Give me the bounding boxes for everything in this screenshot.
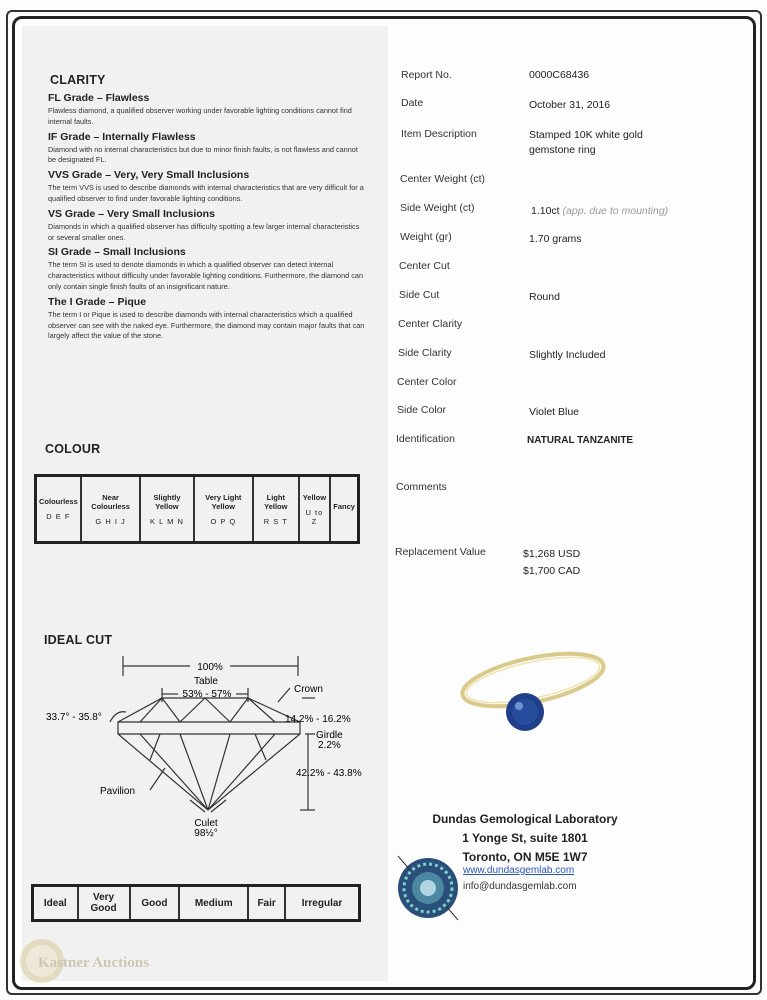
clarity-section — [48, 92, 366, 342]
grade-heading: The I Grade – Pique — [48, 295, 147, 308]
lab-address-line2: Toronto, ON M5E 1W7 — [462, 850, 588, 864]
label-report-no: Report No. — [401, 69, 452, 81]
grade-text: Diamond with no internal characteristics but due to minor finish faults, is not flawless and cannot be designated FL. — [48, 144, 358, 165]
cut-grade-cell: Fair — [248, 886, 285, 921]
label-center-weight: Center Weight (ct) — [400, 173, 485, 185]
label-side-cut: Side Cut — [399, 289, 440, 301]
cut-grade-cell: Very Good — [78, 886, 130, 921]
side-weight-note: (app. due to mounting) — [562, 205, 669, 217]
grade-text: Flawless diamond, a qualified observer working under favorable lighting conditions cannot find internal faults. — [48, 106, 352, 126]
ideal-cut-title: IDEAL CUT — [44, 633, 113, 647]
grade-heading: FL Grade – Flawless — [48, 92, 150, 104]
table-range: 53% - 57% — [182, 689, 232, 700]
cut-grade-cell: Ideal — [33, 886, 78, 921]
hologram-seal-icon — [388, 848, 468, 928]
crown-height: 14.2% - 16.2% — [285, 714, 351, 725]
label-identification: Identification — [396, 433, 455, 445]
value-side-color: Violet Blue — [529, 406, 580, 418]
grade-i — [48, 296, 366, 342]
value-date: October 31, 2016 — [529, 99, 611, 111]
colour-cell: Slightly Yellow K L M N — [140, 476, 193, 543]
colour-title: COLOUR — [45, 442, 101, 456]
culet-label: Culet — [194, 818, 218, 829]
label-side-weight: Side Weight (ct) — [400, 202, 475, 214]
cut-grade-cell: Good — [130, 886, 180, 921]
value-identification: NATURAL TANZANITE — [527, 435, 634, 446]
grade-fl — [48, 92, 366, 128]
lab-name: Dundas Gemological Laboratory — [432, 812, 618, 826]
label-item-description: Item Description — [401, 128, 477, 140]
grade-vs — [48, 208, 366, 244]
colour-cell: Light Yellow R S T — [253, 476, 298, 543]
label-center-clarity: Center Clarity — [398, 318, 463, 330]
value-side-weight: 1.10ct (app. due to mounting) — [531, 205, 669, 217]
label-center-cut: Center Cut — [399, 260, 450, 272]
label-replacement-value: Replacement Value — [395, 546, 486, 558]
value-item-description: Stamped 10K white gold gemstone ring — [529, 129, 643, 156]
grade-text: The term VVS is used to describe diamonds with internal characteristics that are very difficult for a qualified observer to find under favorable lighting conditions. — [48, 183, 364, 203]
grade-text: The term SI is used to denote diamonds in which a qualified observer can detect internal characteristics without difficulty under favorable lighting conditions. Furthermore, the diamond can only contain single finish faults of an insignificant nature. — [48, 260, 364, 291]
ring-photo — [455, 640, 605, 740]
grade-text: Diamonds in which a qualified observer has difficulty spotting a few larger internal characteristics or several smaller ones. — [48, 221, 360, 242]
grade-if — [48, 131, 366, 167]
grade-si — [48, 246, 366, 292]
crown-label: Crown — [294, 684, 323, 695]
label-comments: Comments — [396, 481, 447, 493]
grade-heading: IF Grade – Internally Flawless — [48, 130, 196, 143]
lab-address-line1: 1 Yonge St, suite 1801 — [462, 831, 588, 845]
crown-angle: 33.7° - 35.8° — [46, 712, 102, 723]
label-date: Date — [401, 97, 424, 109]
width-label: 100% — [197, 662, 223, 673]
watermark-text: Kastner Auctions — [38, 955, 149, 971]
colour-cell: Near Colourless G H I J — [81, 476, 141, 543]
pavilion-depth: 42.2% - 43.8% — [296, 768, 362, 779]
colour-scale-table — [34, 474, 360, 544]
cut-grade-table — [31, 884, 361, 922]
colour-cell: Very Light Yellow O P Q — [194, 476, 254, 543]
value-report-no: 0000C68436 — [529, 69, 590, 81]
label-side-clarity: Side Clarity — [398, 347, 452, 359]
table-label: Table — [194, 676, 218, 687]
label-center-color: Center Color — [397, 376, 457, 388]
culet-value: 98½° — [194, 828, 218, 839]
grade-vvs — [48, 169, 366, 205]
label-weight-gr: Weight (gr) — [400, 231, 452, 243]
colour-cell: Colourless D E F — [36, 476, 81, 543]
girdle-label: Girdle — [316, 730, 343, 741]
cut-grade-cell: Irregular — [285, 886, 359, 921]
grade-heading: VS Grade – Very Small Inclusions — [48, 207, 215, 220]
value-replacement-cad: $1,700 CAD — [523, 565, 581, 577]
label-side-color: Side Color — [397, 404, 447, 416]
lab-email: info@dundasgemlab.com — [463, 881, 577, 892]
diamond-diagram — [30, 650, 370, 840]
cut-grade-cell: Medium — [179, 886, 248, 921]
pavilion-label: Pavilion — [100, 786, 136, 797]
value-replacement-usd: $1,268 USD — [523, 548, 581, 560]
grade-heading: SI Grade – Small Inclusions — [48, 246, 186, 259]
grade-heading: VVS Grade – Very, Very Small Inclusions — [48, 169, 250, 182]
colour-cell: Yellow U to Z — [299, 476, 331, 543]
value-weight-gr: 1.70 grams — [529, 233, 582, 245]
grade-text: The term I or Pique is used to describe diamonds with internal characteristics which a qualified observer can see with the naked eye. Furthermore, the diamond may contain major faults that can largely affect the value of the stone. — [48, 309, 365, 341]
value-side-cut: Round — [529, 291, 560, 303]
watermark-logo — [10, 925, 149, 995]
girdle-value: 2.2% — [318, 740, 341, 751]
colour-cell: Fancy — [330, 476, 358, 543]
lab-website-link[interactable]: www.dundasgemlab.com — [463, 865, 575, 876]
clarity-title: CLARITY — [50, 73, 106, 87]
value-side-clarity: Slightly Included — [529, 349, 606, 361]
